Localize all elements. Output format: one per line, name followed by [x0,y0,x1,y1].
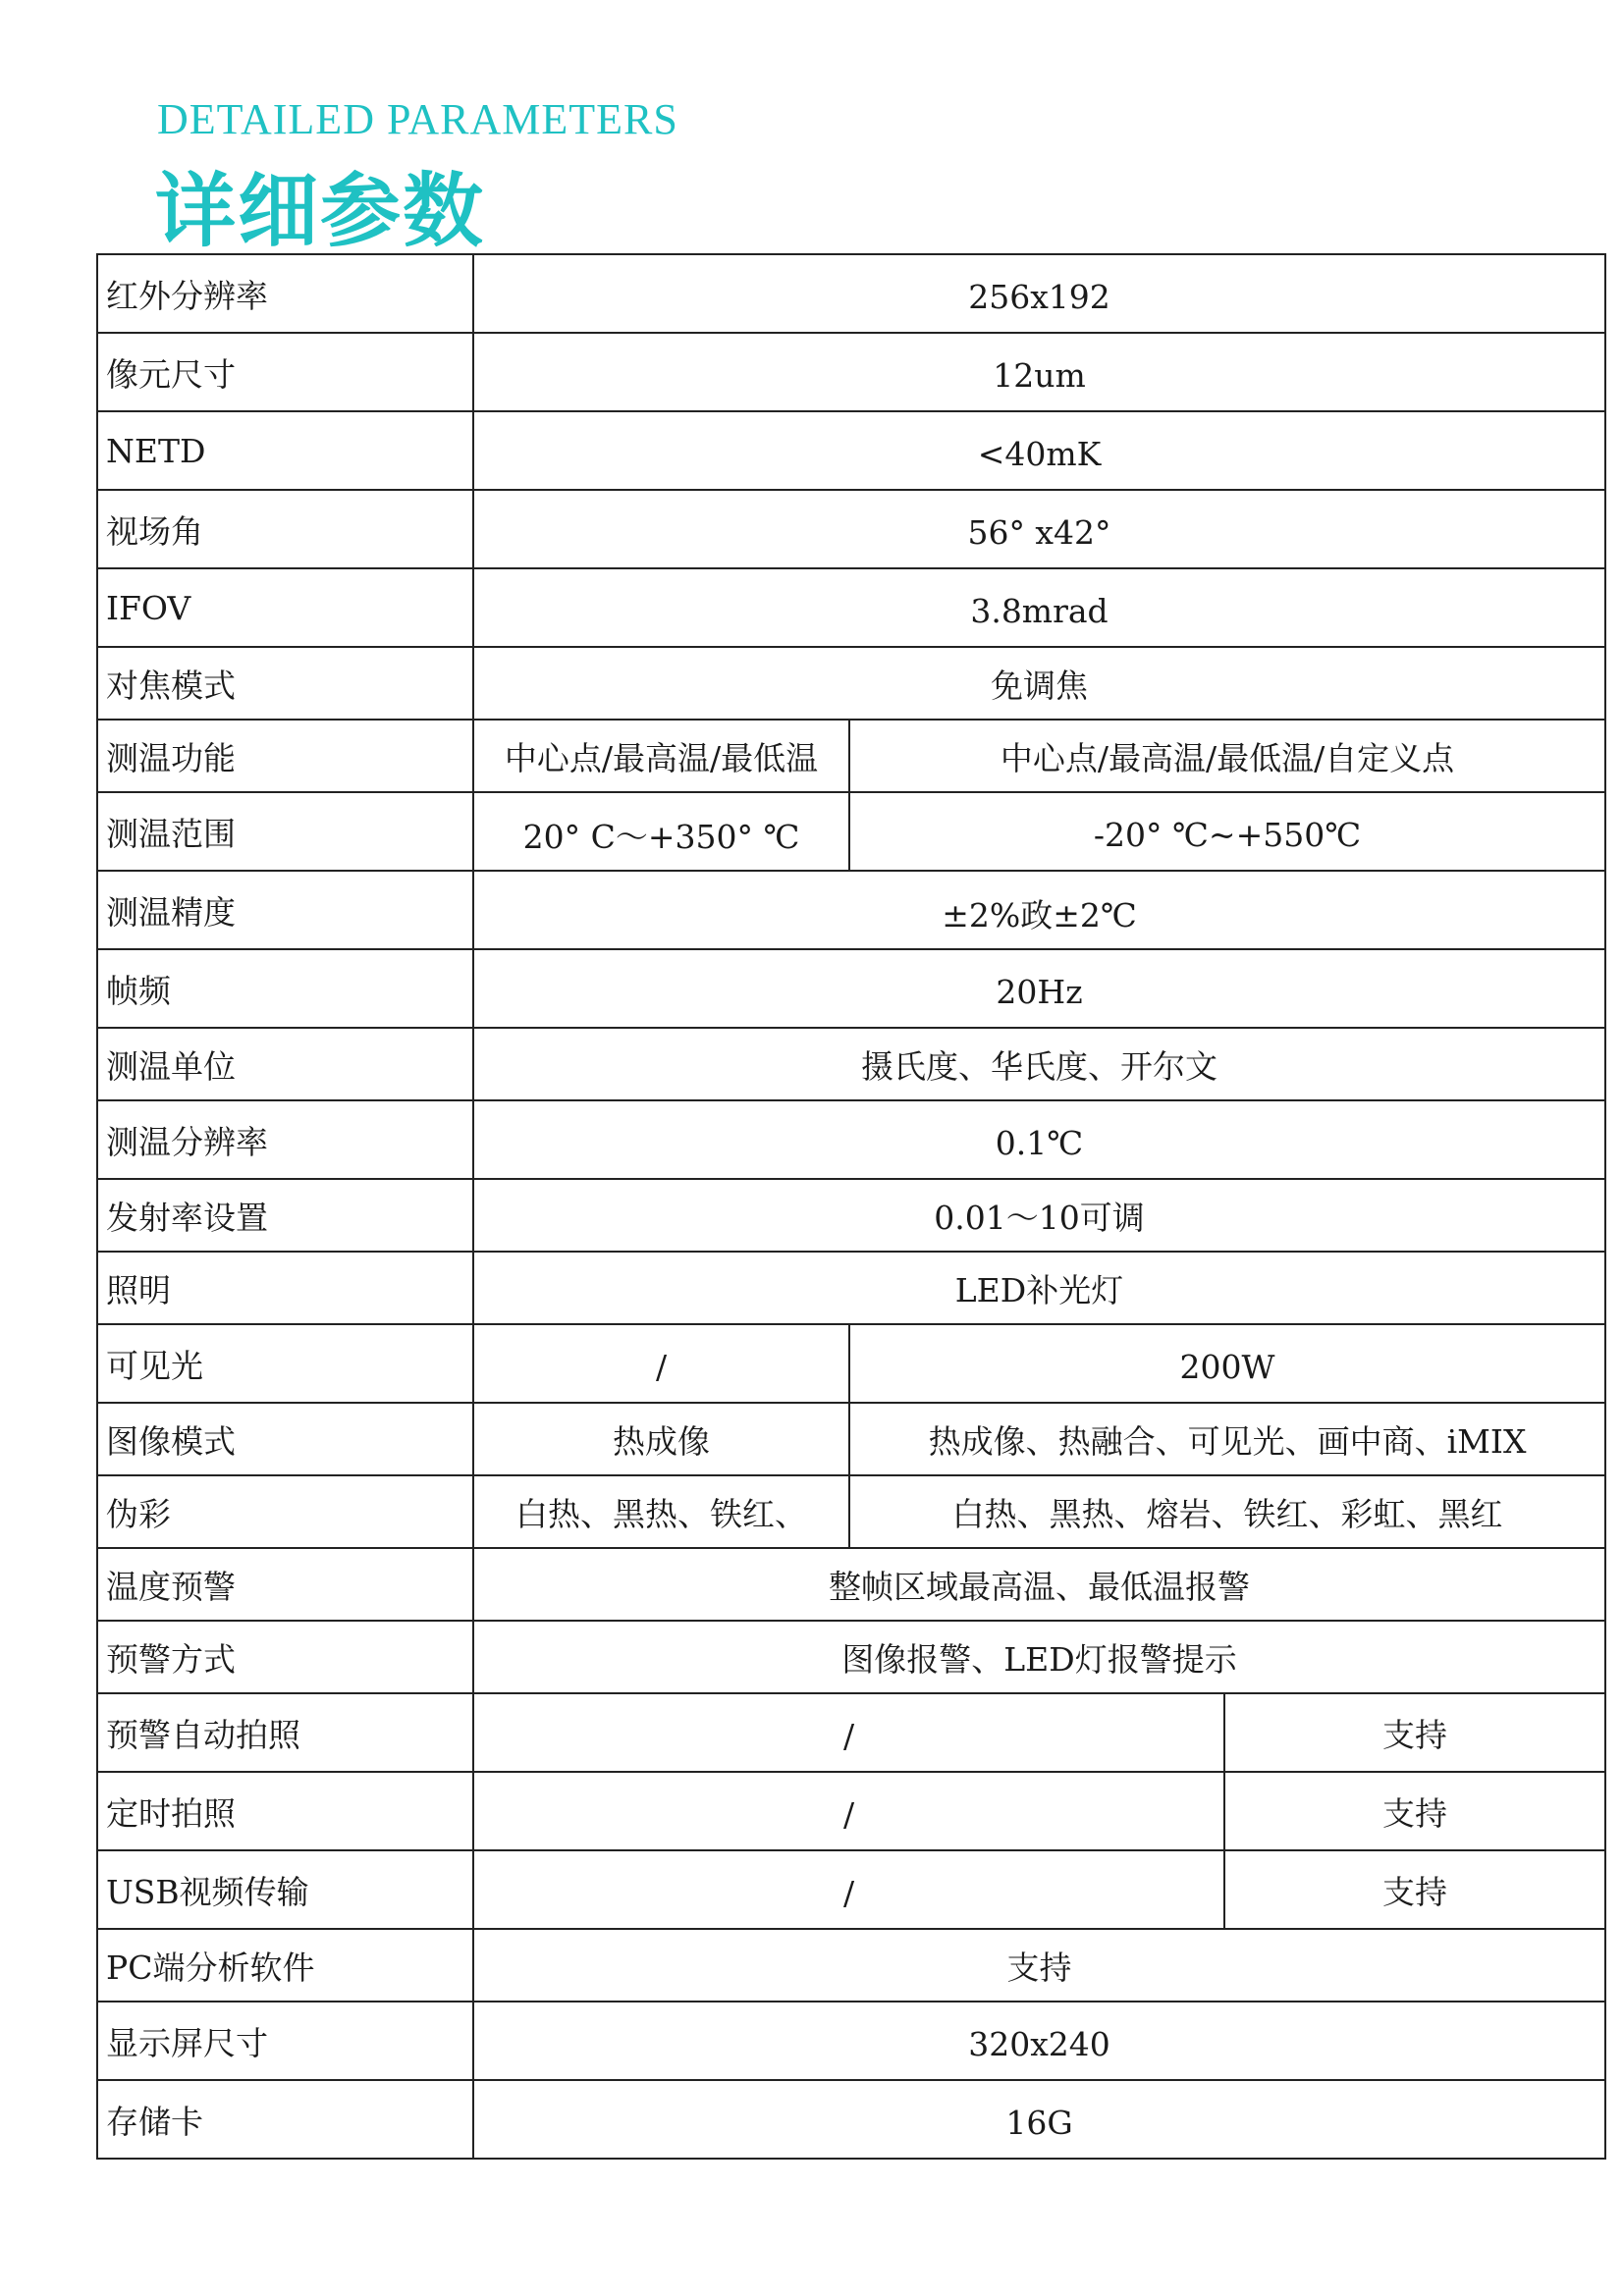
row-value: 0.01～10可调 [473,1179,1605,1252]
row-label: NETD [97,411,473,490]
table-row [97,949,1605,1028]
row-label: 测温分辨率 [97,1100,473,1179]
row-label: 伪彩 [97,1475,473,1548]
row-label: 测温单位 [97,1028,473,1100]
table-row [97,1929,1605,2002]
row-value: 整帧区域最高温、最低温报警 [473,1548,1605,1621]
table-row [97,333,1605,411]
row-value-advanced: -20° ℃~+550℃ [849,792,1605,871]
table-row [97,1028,1605,1100]
row-value-basic: 白热、黑热、铁红、 [473,1475,849,1548]
table-row [97,1772,1605,1850]
row-label: 测温范围 [97,792,473,871]
table-row [97,871,1605,949]
table-row [97,792,1605,871]
row-label: 测温功能 [97,720,473,792]
table-row [97,2002,1605,2080]
row-value-advanced: 中心点/最高温/最低温/自定义点 [849,720,1605,792]
row-label: 红外分辨率 [97,254,473,333]
row-label: 图像模式 [97,1403,473,1475]
table-row [97,254,1605,333]
table-row [97,1693,1605,1772]
parameters-table [96,253,1606,2160]
row-value-advanced: 支持 [1224,1772,1605,1850]
table-row [97,2080,1605,2159]
row-value: 支持 [473,1929,1605,2002]
row-value: 摄氏度、华氏度、开尔文 [473,1028,1605,1100]
row-label: 帧频 [97,949,473,1028]
row-label: PC端分析软件 [97,1929,473,2002]
row-label: 预警方式 [97,1621,473,1693]
row-value: 3.8mrad [473,568,1605,647]
row-label: 定时拍照 [97,1772,473,1850]
row-value: <40mK [473,411,1605,490]
row-label: 可见光 [97,1324,473,1403]
row-label: 温度预警 [97,1548,473,1621]
table-row [97,411,1605,490]
table-row [97,1548,1605,1621]
row-value: 256x192 [473,254,1605,333]
row-value: 图像报警、LED灯报警提示 [473,1621,1605,1693]
row-value-advanced: 200W [849,1324,1605,1403]
table-row [97,647,1605,720]
row-value: 0.1℃ [473,1100,1605,1179]
table-row [97,1621,1605,1693]
row-value: 12um [473,333,1605,411]
row-value-basic: 中心点/最高温/最低温 [473,720,849,792]
row-label: 视场角 [97,490,473,568]
row-value: 免调焦 [473,647,1605,720]
row-value: 320x240 [473,2002,1605,2080]
row-label: 像元尺寸 [97,333,473,411]
table-row [97,1850,1605,1929]
table-row [97,568,1605,647]
row-value: 16G [473,2080,1605,2159]
row-label: 照明 [97,1252,473,1324]
row-value-basic: / [473,1324,849,1403]
row-value-basic: / [473,1772,1224,1850]
row-label: 预警自动拍照 [97,1693,473,1772]
table-row [97,490,1605,568]
row-value-basic: 热成像 [473,1403,849,1475]
row-label: 存储卡 [97,2080,473,2159]
row-value-basic: / [473,1850,1224,1929]
row-label: USB视频传输 [97,1850,473,1929]
section-eyebrow: DETAILED PARAMETERS [157,95,678,143]
table-row [97,1475,1605,1548]
table-row [97,1179,1605,1252]
row-value-basic: / [473,1693,1224,1772]
row-label: 显示屏尺寸 [97,2002,473,2080]
row-value-advanced: 支持 [1224,1693,1605,1772]
row-value-basic: 20° C～+350° ℃ [473,792,849,871]
row-label: 发射率设置 [97,1179,473,1252]
row-label: IFOV [97,568,473,647]
table-row [97,1100,1605,1179]
table-row [97,1403,1605,1475]
table-row [97,1324,1605,1403]
table-row [97,720,1605,792]
row-value: LED补光灯 [473,1252,1605,1324]
page-title: 详细参数 [155,165,486,258]
row-value-advanced: 支持 [1224,1850,1605,1929]
row-value: 20Hz [473,949,1605,1028]
table-row [97,1252,1605,1324]
row-value: 56° x42° [473,490,1605,568]
row-value-advanced: 白热、黑热、熔岩、铁红、彩虹、黑红 [849,1475,1605,1548]
row-label: 测温精度 [97,871,473,949]
row-label: 对焦模式 [97,647,473,720]
row-value: ±2%政±2℃ [473,871,1605,949]
row-value-advanced: 热成像、热融合、可见光、画中商、iMIX [849,1403,1605,1475]
